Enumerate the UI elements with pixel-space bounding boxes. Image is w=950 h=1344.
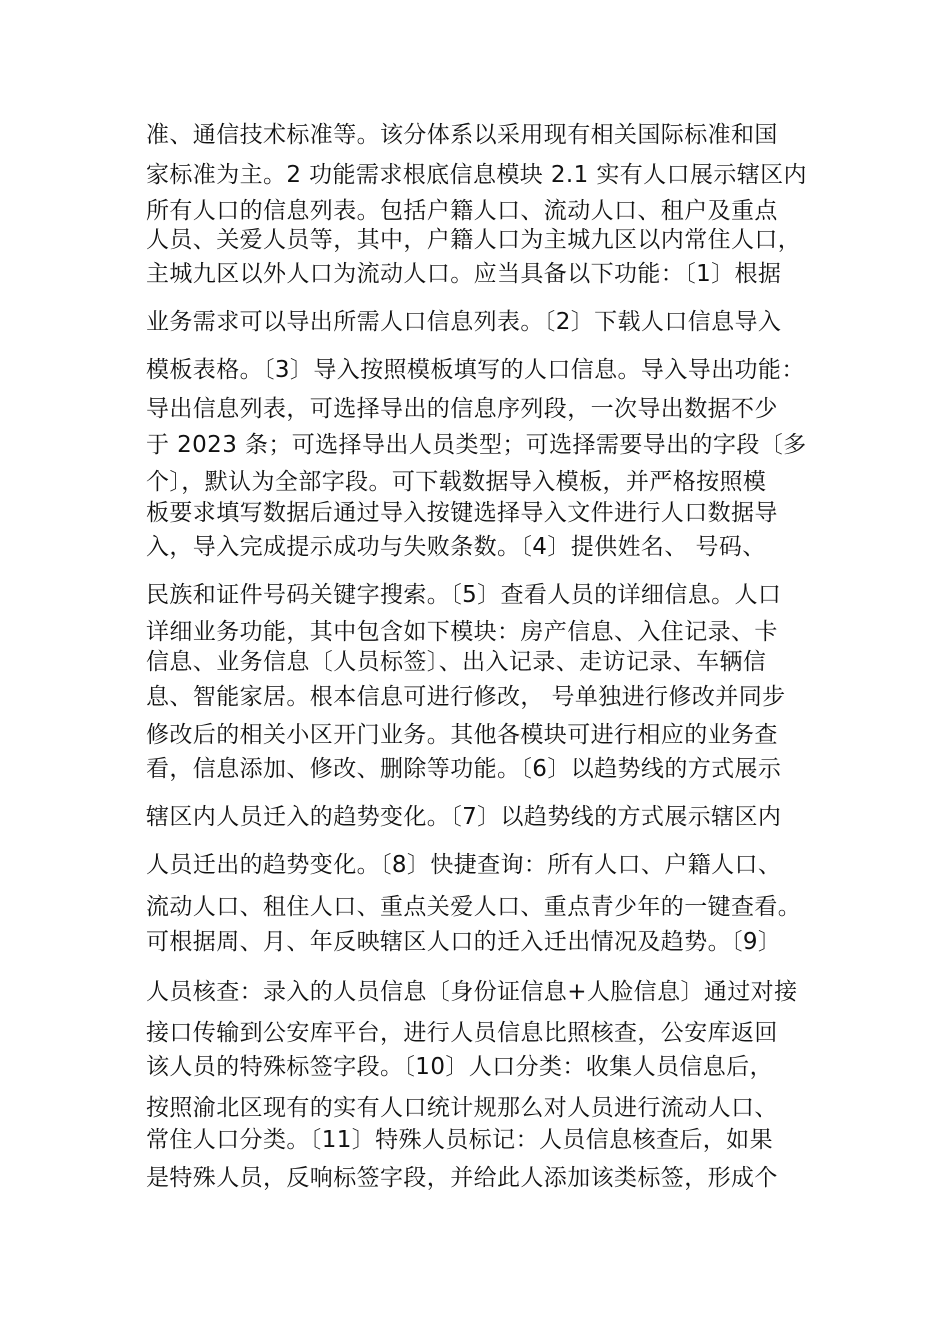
text-line: 导出信息列表，可选择导出的信息序列段，一次导出数据不少 xyxy=(146,396,778,422)
text-line: 业务需求可以导出所需人口信息列表。〔2〕下载人口信息导入 xyxy=(146,309,782,335)
text-line: 修改后的相关小区开门业务。其他各模块可进行相应的业务查 xyxy=(146,722,778,748)
text-line: 板要求填写数据后通过导入按键选择导入文件进行人口数据导 xyxy=(146,500,778,526)
text-line: 辖区内人员迁入的趋势变化。〔7〕以趋势线的方式展示辖区内 xyxy=(146,804,782,830)
text-line: 准、通信技术标准等。该分体系以采用现有相关国际标准和国 xyxy=(146,122,778,148)
text-line: 可根据周、月、年反映辖区人口的迁入迁出情况及趋势。〔9〕 xyxy=(146,929,782,955)
text-line: 个〕，默认为全部字段。可下载数据导入模板，并严格按照模 xyxy=(146,469,767,495)
text-line: 接口传输到公安库平台，进行人员信息比照核查，公安库返回 xyxy=(146,1020,778,1046)
text-line: 详细业务功能，其中包含如下模块：房产信息、入住记录、卡 xyxy=(146,619,778,645)
text-line: 息、智能家居。根本信息可进行修改， 号单独进行修改并同步 xyxy=(146,684,786,710)
text-line: 于 2023 条；可选择导出人员类型；可选择需要导出的字段〔多 xyxy=(146,432,807,458)
text-line: 是特殊人员，反响标签字段，并给此人添加该类标签，形成个 xyxy=(146,1165,778,1191)
text-line: 该人员的特殊标签字段。〔10〕人口分类：收集人员信息后， xyxy=(146,1054,773,1080)
text-line: 民族和证件号码关键字搜索。〔5〕查看人员的详细信息。人口 xyxy=(146,582,782,608)
text-line: 人员核查：录入的人员信息〔身份证信息+人脸信息〕通过对接 xyxy=(146,979,798,1005)
text-line: 入，导入完成提示成功与失败条数。〔4〕提供姓名、 号码、 xyxy=(146,534,766,560)
text-line: 人员迁出的趋势变化。〔8〕快捷查询：所有人口、户籍人口、 xyxy=(146,852,782,878)
text-line: 常住人口分类。〔11〕特殊人员标记：人员信息核查后，如果 xyxy=(146,1127,773,1153)
text-line: 看，信息添加、修改、删除等功能。〔6〕以趋势线的方式展示 xyxy=(146,756,782,782)
text-line: 按照渝北区现有的实有人口统计规那么对人员进行流动人口、 xyxy=(146,1095,778,1121)
text-line: 人员、关爱人员等，其中，户籍人口为主城九区以内常住人口， xyxy=(146,227,802,253)
text-line: 主城九区以外人口为流动人口。应当具备以下功能：〔1〕根据 xyxy=(146,261,782,287)
text-line: 信息、业务信息〔人员标签〕、出入记录、走访记录、车辆信 xyxy=(146,649,767,675)
text-line: 模板表格。〔3〕导入按照模板填写的人口信息。导入导出功能： xyxy=(146,357,805,383)
text-line: 流动人口、租住人口、重点关爱人口、重点青少年的一键查看。 xyxy=(146,894,802,920)
text-line: 所有人口的信息列表。包括户籍人口、流动人口、租户及重点 xyxy=(146,198,778,224)
text-line: 家标准为主。2 功能需求根底信息模块 2.1 实有人口展示辖区内 xyxy=(146,162,807,188)
